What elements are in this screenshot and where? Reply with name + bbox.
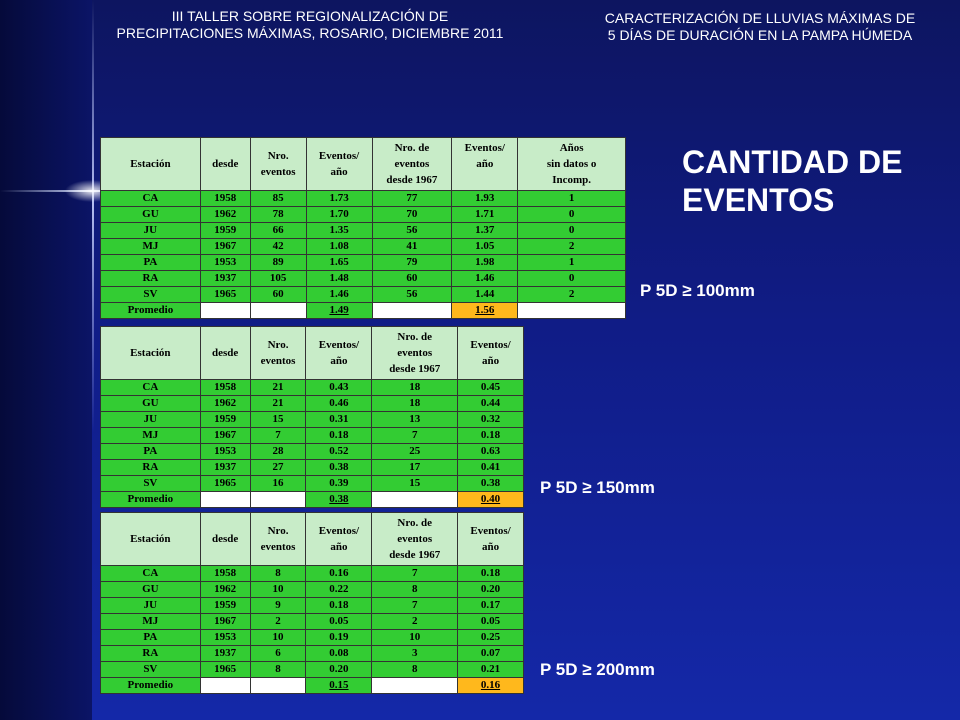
table-cell: 0.52 [306,444,372,460]
label-100mm: P 5D ≥ 100mm [640,281,755,300]
table-cell: 8 [372,582,458,598]
table-cell: 1.98 [452,255,518,271]
table-cell: 70 [372,207,452,223]
table-cell: 25 [372,444,458,460]
table-cell: RA [101,271,201,287]
table-cell: GU [101,582,201,598]
table-cell: 56 [372,223,452,239]
table-cell: 66 [250,223,306,239]
promedio-eventos-ano: 0.38 [306,492,372,508]
table-cell: 6 [250,646,306,662]
col-eventos-ano: Eventos/ año [306,513,372,566]
table-cell: 1.08 [306,239,372,255]
table-cell: 0.19 [306,630,372,646]
table-cell: 1958 [200,566,250,582]
left-band [0,0,92,720]
promedio-label: Promedio [101,678,201,694]
table-cell: 7 [372,598,458,614]
col-nro-eventos: Nro. eventos [250,138,306,191]
table-cell: 0.17 [458,598,524,614]
col-eventos-ano: Eventos/ año [306,327,372,380]
header-right-line2: 5 DÍAS DE DURACIÓN EN LA PAMPA HÚMEDA [607,27,913,43]
promedio-row [101,678,524,694]
promedio-eventos-ano: 0.15 [306,678,372,694]
table-cell: 7 [372,428,458,444]
table-row [101,476,524,492]
table-row [101,239,626,255]
table-cell: GU [101,207,201,223]
col-eventos-ano-1967: Eventos/ año [458,327,524,380]
table-cell: 1.44 [452,287,518,303]
table-row [101,207,626,223]
table-cell: PA [101,444,201,460]
table-cell: 1959 [200,223,250,239]
table-cell: 10 [372,630,458,646]
table-cell: RA [101,460,201,476]
table-cell: 0.16 [306,566,372,582]
table-cell: 0 [518,223,626,239]
table-row [101,566,524,582]
promedio-row [101,303,626,319]
table-cell: 18 [372,380,458,396]
table-row [101,444,524,460]
table-row [101,614,524,630]
table-cell: 0 [518,207,626,223]
table-cell: 0.41 [458,460,524,476]
table-cell: 1967 [200,428,250,444]
table-cell: 1.48 [306,271,372,287]
col-eventos-ano: Eventos/ año [306,138,372,191]
table-cell: CA [101,566,201,582]
table-row [101,255,626,271]
table-cell: 1.46 [306,287,372,303]
table-cell: 1.93 [452,191,518,207]
table-cell: 105 [250,271,306,287]
table-cell: 78 [250,207,306,223]
table-150mm [100,326,524,508]
table-cell: 1965 [200,287,250,303]
table-cell: 1.35 [306,223,372,239]
table-cell: 0.05 [458,614,524,630]
table-cell: 1967 [200,614,250,630]
col-estacion: Estación [101,513,201,566]
table-cell: 0.25 [458,630,524,646]
promedio-row [101,492,524,508]
table-cell: CA [101,191,201,207]
table-cell: 1958 [200,380,250,396]
table-cell: 0.20 [306,662,372,678]
table-row [101,598,524,614]
table-cell: 60 [372,271,452,287]
page-title-line2: EVENTOS [682,182,835,218]
col-estacion: Estación [101,327,201,380]
col-anos-sin-datos: Años sin datos o Incomp. [518,138,626,191]
table-cell: 1.70 [306,207,372,223]
table-cell: 2 [250,614,306,630]
col-desde: desde [200,138,250,191]
decorative-vertical-line [92,0,94,720]
promedio-eventos-ano: 1.49 [306,303,372,319]
table-cell: 0.08 [306,646,372,662]
table-cell: 1.65 [306,255,372,271]
page-title-line1: CANTIDAD DE [682,144,903,180]
table-row [101,287,626,303]
table-cell: 16 [250,476,306,492]
table-row [101,630,524,646]
table-cell: 1937 [200,460,250,476]
table-row [101,271,626,287]
table-cell: 2 [518,287,626,303]
table-cell: 0.31 [306,412,372,428]
table-cell: 0.32 [458,412,524,428]
table-cell: 1962 [200,396,250,412]
table-cell: 1958 [200,191,250,207]
label-200mm: P 5D ≥ 200mm [540,660,655,679]
table-cell: 79 [372,255,452,271]
table-cell: 8 [250,662,306,678]
table-cell: JU [101,598,201,614]
table-cell: PA [101,255,201,271]
table-row [101,428,524,444]
col-desde: desde [200,513,250,566]
col-nro-desde-1967: Nro. de eventos desde 1967 [372,138,452,191]
table-cell: 0.07 [458,646,524,662]
promedio-label: Promedio [101,303,201,319]
table-cell: 2 [372,614,458,630]
header-left-line2: PRECIPITACIONES MÁXIMAS, ROSARIO, DICIEMBRE 2011 [116,25,504,41]
table-cell: 0.05 [306,614,372,630]
table-cell: CA [101,380,201,396]
table-cell: 1953 [200,630,250,646]
table-cell: 28 [250,444,306,460]
page-title [682,143,902,219]
table-cell: JU [101,412,201,428]
promedio-eventos-ano-1967: 1.56 [452,303,518,319]
table-cell: 0.46 [306,396,372,412]
table-cell: GU [101,396,201,412]
table-cell: JU [101,223,201,239]
table-cell: 0.39 [306,476,372,492]
table-cell: 8 [372,662,458,678]
table-cell: RA [101,646,201,662]
col-estacion: Estación [101,138,201,191]
header-left-line1: III TALLER SOBRE REGIONALIZACIÓN DE [171,8,449,24]
col-nro-desde-1967: Nro. de eventos desde 1967 [372,327,458,380]
table-cell: 1 [518,255,626,271]
table-row [101,380,524,396]
table-cell: 0.18 [306,428,372,444]
col-nro-desde-1967: Nro. de eventos desde 1967 [372,513,458,566]
table-cell: 1965 [200,476,250,492]
table-row [101,191,626,207]
table-cell: 1 [518,191,626,207]
table-cell: 0.43 [306,380,372,396]
table-cell: 7 [372,566,458,582]
header-right [575,10,945,44]
table-cell: 8 [250,566,306,582]
table-cell: 15 [250,412,306,428]
table-cell: SV [101,476,201,492]
table-cell: 0 [518,271,626,287]
table-cell: 13 [372,412,458,428]
table-cell: 0.22 [306,582,372,598]
table-cell: MJ [101,239,201,255]
col-eventos-ano-1967: Eventos/ año [452,138,518,191]
table-cell: 0.38 [458,476,524,492]
table-cell: 0.45 [458,380,524,396]
table-200mm [100,512,524,694]
table-cell: 1962 [200,582,250,598]
table-cell: 18 [372,396,458,412]
table-cell: 2 [518,239,626,255]
table-cell: 7 [250,428,306,444]
table-cell: 1.05 [452,239,518,255]
table-cell: 21 [250,396,306,412]
table-cell: 10 [250,630,306,646]
table-cell: 41 [372,239,452,255]
table-cell: 0.20 [458,582,524,598]
table-cell: 1.46 [452,271,518,287]
table-cell: MJ [101,428,201,444]
table-row [101,223,626,239]
table-cell: 0.18 [306,598,372,614]
promedio-label: Promedio [101,492,201,508]
table-cell: PA [101,630,201,646]
promedio-eventos-ano-1967: 0.16 [458,678,524,694]
table-100mm [100,137,626,319]
table-cell: 85 [250,191,306,207]
table-cell: 0.21 [458,662,524,678]
table-cell: 10 [250,582,306,598]
table-cell: 0.63 [458,444,524,460]
header-left [100,8,520,42]
table-cell: 1959 [200,598,250,614]
table-cell: SV [101,662,201,678]
col-eventos-ano-1967: Eventos/ año [458,513,524,566]
table-cell: 15 [372,476,458,492]
table-cell: 1937 [200,646,250,662]
table-cell: 21 [250,380,306,396]
table-cell: 1962 [200,207,250,223]
table-cell: 1953 [200,255,250,271]
table-cell: 1937 [200,271,250,287]
table-cell: SV [101,287,201,303]
table-cell: 1959 [200,412,250,428]
table-cell: 27 [250,460,306,476]
table-cell: 0.38 [306,460,372,476]
col-nro-eventos: Nro. eventos [250,327,306,380]
table-cell: 89 [250,255,306,271]
table-cell: 3 [372,646,458,662]
header-right-line1: CARACTERIZACIÓN DE LLUVIAS MÁXIMAS DE [604,10,916,26]
table-cell: 0.18 [458,428,524,444]
table-cell: 42 [250,239,306,255]
table-cell: 1953 [200,444,250,460]
table-row [101,396,524,412]
table-cell: 1.37 [452,223,518,239]
table-cell: 0.44 [458,396,524,412]
table-cell: 77 [372,191,452,207]
table-cell: 17 [372,460,458,476]
table-row [101,582,524,598]
table-cell: 56 [372,287,452,303]
table-row [101,412,524,428]
table-row [101,646,524,662]
label-150mm: P 5D ≥ 150mm [540,478,655,497]
table-cell: 9 [250,598,306,614]
table-row [101,662,524,678]
table-cell: 0.18 [458,566,524,582]
table-cell: 60 [250,287,306,303]
col-desde: desde [200,327,250,380]
table-cell: MJ [101,614,201,630]
col-nro-eventos: Nro. eventos [250,513,306,566]
table-cell: 1.71 [452,207,518,223]
table-cell: 1.73 [306,191,372,207]
table-row [101,460,524,476]
table-cell: 1967 [200,239,250,255]
promedio-eventos-ano-1967: 0.40 [458,492,524,508]
table-cell: 1965 [200,662,250,678]
